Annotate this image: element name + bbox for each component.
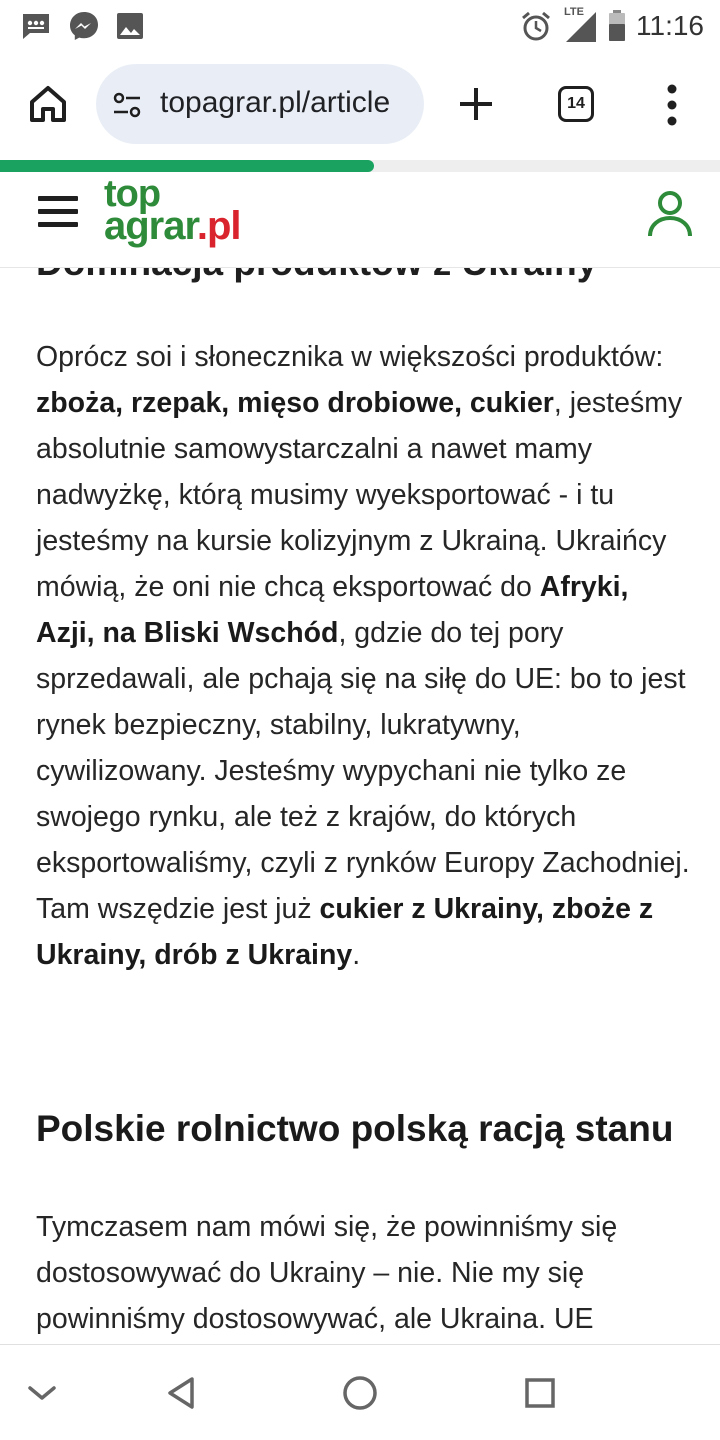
- article-paragraph: Tymczasem nam mówi się, że powinniśmy się dostosowywać do Ukrainy – nie. Nie my się powinniśmy dostosowywać, ale Ukraina. UE: [36, 1211, 618, 1335]
- article-paragraph: [36, 334, 692, 978]
- section-heading: Polskie rolnictwo polską racją stanu: [36, 1108, 674, 1149]
- network-type: LTE: [564, 6, 584, 18]
- site-header: [0, 172, 720, 268]
- paragraph-text: , jesteśmy absolutnie samowystarczalni a nawet mamy nadwyżkę, którą musimy wyeksportować - i tu jesteśmy na kursie kolizyjnym z Ukrainą. Ukraińcy mówią, że oni nie chcą eksportować do: [36, 387, 683, 603]
- site-logo[interactable]: [104, 173, 241, 248]
- emphasized-text: cukier z Ukrainy, zboże z Ukrainy, drób z Ukrainy: [36, 893, 654, 971]
- paragraph-text: Oprócz soi i słonecznika w większości produktów:: [36, 341, 664, 373]
- back-icon[interactable]: [162, 1373, 202, 1413]
- site-settings-icon[interactable]: [112, 90, 142, 120]
- user-account-icon[interactable]: [646, 188, 694, 240]
- notification-icons: [20, 10, 144, 42]
- gallery-icon: [116, 12, 144, 40]
- messages-icon: [20, 11, 52, 41]
- paragraph-text: , gdzie do tej pory sprzedawali, ale pchają się na siłę do UE: bo to jest rynek bezpieczny, stabilny, lukratywny, cywilizowany. Jesteśmy wypychani nie tylko ze swojego rynku, ale też z krajów, do których eksportowaliśmy, czyli z rynków Europy Zachodniej. Tam wszędzie jest już: [36, 617, 690, 925]
- logo-bottom-text: [104, 204, 241, 248]
- new-tab-icon[interactable]: [456, 84, 496, 124]
- paragraph-text: .: [352, 939, 361, 971]
- overflow-menu-icon[interactable]: [664, 84, 680, 126]
- url-text[interactable]: topagrar.pl/article: [160, 86, 391, 119]
- emphasized-text: zboża, rzepak, mięso drobiowe, cukier: [36, 387, 554, 419]
- clock: 11:16: [636, 10, 704, 41]
- home-nav-icon[interactable]: [340, 1373, 380, 1413]
- battery-icon: [608, 10, 626, 42]
- collapse-icon[interactable]: [22, 1373, 62, 1413]
- system-icons: [520, 8, 704, 44]
- emphasized-text: Afryki, Azji, na Bliski Wschód: [36, 571, 629, 649]
- status-bar: [0, 0, 720, 52]
- signal-indicator: [562, 8, 598, 44]
- tab-switcher-button[interactable]: 14: [558, 86, 594, 122]
- article-content: [0, 240, 720, 1344]
- menu-icon[interactable]: [38, 196, 78, 232]
- recents-icon[interactable]: [520, 1373, 560, 1413]
- alarm-icon: [520, 10, 552, 42]
- page-load-progress: [0, 160, 720, 172]
- address-bar[interactable]: [96, 64, 424, 144]
- logo-domain-text: .pl: [196, 204, 241, 248]
- logo-top-text: top: [104, 173, 161, 215]
- messenger-icon: [68, 10, 100, 42]
- signal-icon: [562, 8, 598, 44]
- progress-fill: [0, 160, 374, 172]
- system-navigation-bar: [0, 1344, 720, 1440]
- logo-main-text: agrar: [104, 204, 197, 248]
- browser-toolbar: [0, 56, 720, 156]
- home-icon[interactable]: [26, 82, 70, 126]
